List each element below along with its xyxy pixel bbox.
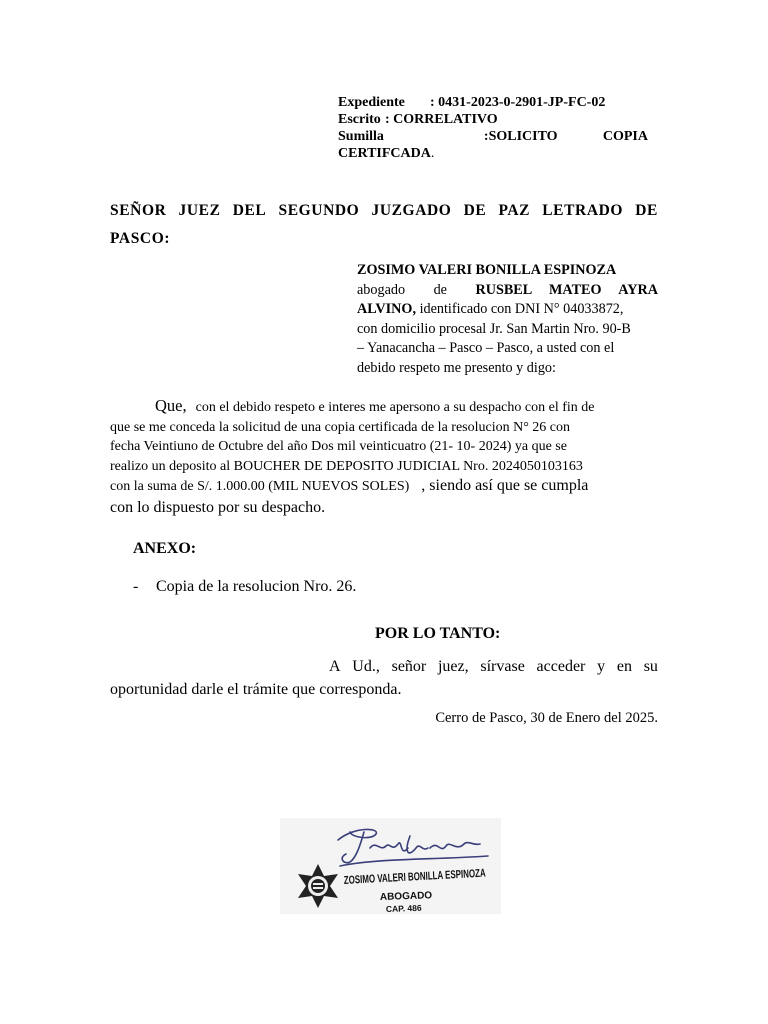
closing-word: y [597,658,606,675]
addressee-line-1 [110,197,658,225]
stamp-title: ABOGADO [379,890,433,903]
addressee-word: SEGUNDO [278,202,360,219]
sumilla-value-3: CERTIFCADA [338,146,431,161]
identification-block [357,261,658,378]
closing-word: A [329,658,341,675]
addressee-word: SEÑOR [110,202,167,219]
closing-word: acceder [536,658,586,675]
addressee-word: JUZGADO [371,202,452,219]
ident-line-3 [357,300,658,320]
addressee-word: DEL [232,202,267,219]
body-line-5-a: con la suma de S/. 1.000.00 (MIL NUEVOS SOLES) [110,479,410,494]
expediente-value: : 0431-2023-0-2901-JP-FC-02 [430,95,606,110]
body-line-5 [110,476,658,497]
escrito-row [338,111,648,128]
body-line-1 [110,396,658,418]
addressee-word: LETRADO [542,202,624,219]
addressee-word: DE [463,202,487,219]
stamp-reg: CAP. 486 [385,902,422,914]
anexo-item-text: Copia de la resolucion Nro. 26. [156,578,357,595]
closing-word: su [643,658,658,675]
body-line-3: fecha Veintiuno de Octubre del año Dos mil veinticuatro (21- 10- 2024) ya que se [110,439,567,454]
dni-text: identificado con DNI N° 04033872, [419,301,624,317]
addressee-line-2: PASCO: [110,230,171,247]
ident-line-5: – Yanacancha – Pasco – Pasco, a usted con el [357,340,615,356]
closing-line-2: oportunidad darle el trámite que corresponda. [110,681,402,698]
sumilla-period: . [430,146,435,161]
closing-word: en [616,658,632,675]
sumilla-label: Sumilla [338,129,384,144]
addressee-word: DE [635,202,658,219]
ident-line-2 [357,281,658,301]
sumilla-value-1: :SOLICITO [483,129,558,144]
body-line-4: realizo un deposito al BOUCHER DE DEPOSITO JUDICIAL Nro. 2024050103163 [110,458,583,474]
addressee-word: JUEZ [178,202,221,219]
anexo-title: ANEXO: [133,540,197,557]
sumilla-row [338,128,648,145]
expediente-row [338,94,648,111]
body-line-5-b: , siendo así que se cumpla [421,477,589,494]
anexo-item [133,578,356,596]
expediente-label: Expediente [338,95,405,110]
por-lo-tanto: POR LO TANTO: [375,625,501,642]
que-word: Que, [155,396,187,415]
signature-image [280,818,550,914]
addressee [110,197,658,253]
escrito-value: : CORRELATIVO [385,112,498,127]
anexo-bullet: - [133,578,139,595]
body-line-1-text: con el debido respeto e interes me apersono a su despacho con el fin de [195,400,595,415]
closing-paragraph [110,655,658,701]
ident-line-6: debido respeto me presento y digo: [357,359,556,376]
closing-word: Ud., [352,658,380,675]
closing-word: juez, [437,658,469,675]
ident-line-4: con domicilio procesal Jr. San Martin Nro. 90-B [357,320,631,337]
closing-line-1 [110,655,658,678]
date-line: Cerro de Pasco, 30 de Enero del 2025. [435,710,658,726]
body-line-2: que se me conceda la solicitud de una copia certificada de la resolucion N° 26 con [110,419,571,435]
escrito-label: Escrito [338,112,381,127]
client-name-part1: RUSBEL MATEO AYRA [475,281,658,298]
closing-word: señor [391,658,427,675]
case-header [338,94,648,162]
lawyer-name: ZOSIMO VALERI BONILLA ESPINOZA [357,262,617,278]
body-line-6: con lo dispuesto por su despacho. [110,498,326,516]
stamp-name: ZOSIMO VALERI BONILLA ESPINOZA [343,864,550,887]
signature-stamp [280,818,550,914]
sumilla-row-2 [338,145,648,162]
de-word: de [433,281,447,298]
client-name-part2: ALVINO, [357,301,417,317]
sumilla-value-2: COPIA [602,129,648,144]
abogado-word: abogado [357,281,406,298]
closing-word: sírvase [480,658,525,675]
addressee-word: PAZ [498,202,531,219]
body-paragraph [110,396,658,519]
